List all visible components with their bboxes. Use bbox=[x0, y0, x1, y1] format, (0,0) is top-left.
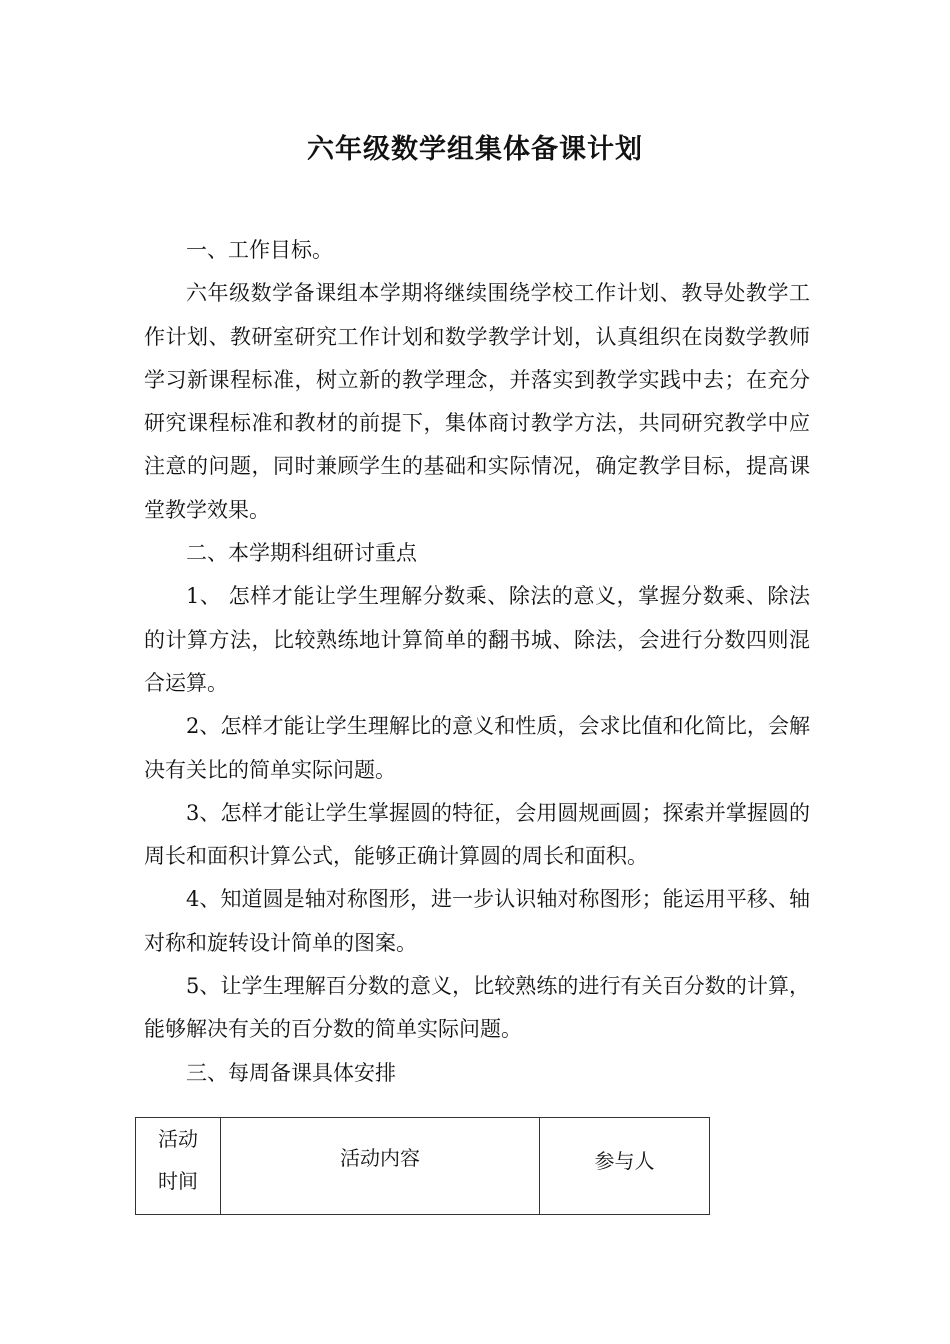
focus-item-5: 5、让学生理解百分数的意义，比较熟练的进行有关百分数的计算，能够解决有关的百分数的简单实际问题。 bbox=[144, 974, 810, 1042]
header-label-participants: 参与人 bbox=[594, 1149, 655, 1173]
focus-item-4: 4、知道圆是轴对称图形，进一步认识轴对称图形；能运用平移、轴对称和旋转设计简单的图案。 bbox=[144, 887, 810, 955]
schedule-table bbox=[135, 1117, 710, 1215]
header-cell-participants bbox=[540, 1118, 710, 1215]
header-label-content: 活动内容 bbox=[340, 1146, 420, 1170]
document-body bbox=[144, 229, 810, 1095]
header-cell-time bbox=[136, 1118, 221, 1215]
section-heading-goals: 一、工作目标。 bbox=[186, 238, 333, 262]
table-header-row bbox=[136, 1118, 710, 1215]
focus-item-3: 3、怎样才能让学生掌握圆的特征，会用圆规画圆；探索并掌握圆的周长和面积计算公式，能够正确计算圆的周长和面积。 bbox=[144, 800, 810, 869]
header-label-time: 活动时间 bbox=[158, 1127, 198, 1193]
section-heading-schedule: 三、每周备课具体安排 bbox=[186, 1060, 396, 1085]
section-heading-focus: 二、本学期科组研讨重点 bbox=[186, 541, 417, 566]
focus-item-1: 1、 怎样才能让学生理解分数乘、除法的意义，掌握分数乘、除法的计算方法，比较熟练地计算简单的翻书城、除法，会进行分数四则混合运算。 bbox=[144, 584, 810, 695]
paragraph-goals: 六年级数学备课组本学期将继续围绕学校工作计划、教导处教学工作计划、教研室研究工作计划和数学教学计划，认真组织在岗数学教师学习新课程标准，树立新的教学理念，并落实到教学实践中去；在充分研究课程标准和教材的前提下，集体商讨教学方法，共同研究教学中应注意的问题，同时兼顾学生的基础和实际情况，确定教学目标，提高课堂教学效果。 bbox=[144, 281, 810, 522]
focus-item-2: 2、怎样才能让学生理解比的意义和性质，会求比值和化简比，会解决有关比的简单实际问题。 bbox=[144, 714, 810, 782]
header-cell-content bbox=[221, 1118, 540, 1215]
document-title: 六年级数学组集体备课计划 bbox=[307, 134, 643, 165]
